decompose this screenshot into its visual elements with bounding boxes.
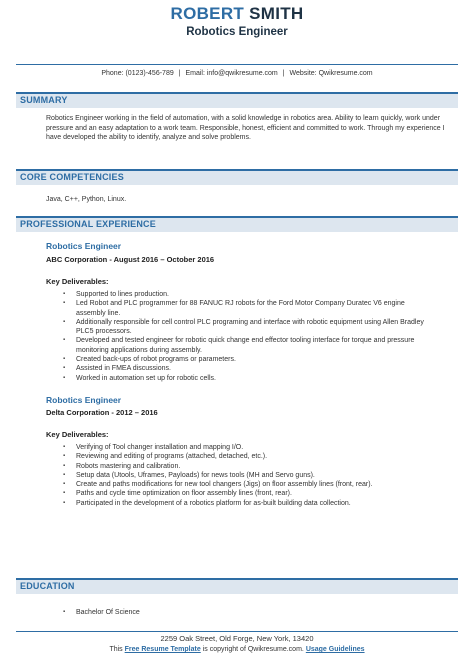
footer-copyright: This Free Resume Template is copyright of Qwikresume.com. Usage Guidelines xyxy=(109,646,365,653)
job-title: Robotics Engineer xyxy=(46,395,122,405)
list-item: ▪ Participated in the development of a robotics platform for as-built building data collection. xyxy=(46,499,426,508)
list-item: ▪ Additionally responsible for cell control PLC programing and interface with robotic equipment using Allen Bradley PLC5 processors. xyxy=(46,318,426,337)
list-item: ▪ Worked in automation set up for robotic cells. xyxy=(46,374,426,383)
education-list xyxy=(46,608,426,617)
last-name: SMITH xyxy=(249,4,304,23)
job-company: ABC Corporation - August 2016 – October 2016 xyxy=(46,255,215,264)
list-item: ▪ Robots mastering and calibration. xyxy=(46,462,426,471)
list-item: ▪ Paths and cycle time optimization on floor assembly lines (front, rear). xyxy=(46,489,426,498)
list-item: ▪ Reviewing and editing of programs (attached, detached, etc.). xyxy=(46,452,426,461)
list-item: ▪ Supported to lines production. xyxy=(46,290,426,299)
summary-heading: SUMMARY xyxy=(20,95,68,105)
list-item: ▪ Verifying of Tool changer installation and mapping I/O. xyxy=(46,443,426,452)
key-deliverables-label: Key Deliverables: xyxy=(46,277,109,286)
first-name: ROBERT xyxy=(170,4,245,23)
list-item: ▪ Developed and tested engineer for robotic quick change end effector tooling interface for torque and pressure monitoring applications during assembly. xyxy=(46,336,426,355)
key-deliverables-label: Key Deliverables: xyxy=(46,430,109,439)
footer-address: 2259 Oak Street, Old Forge, New York, 13420 xyxy=(160,634,314,643)
phone-text: Phone: (0123)-456-789 xyxy=(101,70,174,77)
footer-site: Qwikresume.com xyxy=(247,646,302,653)
contact-separator: | xyxy=(178,70,181,77)
list-item: ▪ Led Robot and PLC programmer for 88 FANUC RJ robots for the Ford Motor Company Duratec V6 engine assembly line. xyxy=(46,299,426,318)
email-text: Email: info@qwikresume.com xyxy=(185,70,278,77)
list-item: ▪ Bachelor Of Science xyxy=(46,608,426,617)
footer-divider xyxy=(16,631,458,632)
footer-middle: is copyright of xyxy=(202,646,246,653)
competencies-text: Java, C++, Python, Linux. xyxy=(46,196,127,203)
deliverables-list xyxy=(46,290,426,383)
experience-heading-band xyxy=(16,216,458,232)
education-heading: EDUCATION xyxy=(20,581,75,591)
contact-divider xyxy=(16,64,458,65)
summary-heading-band xyxy=(16,92,458,108)
list-item: ▪ Setup data (Utools, Uframes, Payloads) for news tools (MH and Servo guns). xyxy=(46,471,426,480)
list-item: ▪ Assisted in FMEA discussions. xyxy=(46,364,426,373)
experience-heading: PROFESSIONAL EXPERIENCE xyxy=(20,219,156,229)
competencies-heading: CORE COMPETENCIES xyxy=(20,172,124,182)
job-role: Robotics Engineer xyxy=(186,26,288,38)
competencies-heading-band xyxy=(16,169,458,185)
summary-text: Robotics Engineer working in the field of automation, with a solid knowledge in robotics area. Ability to learn quickly, work under pressure and an easy adaptation to a work team. Responsible, honest, efficient and committed to work. Through my experience I have developed the ability to identify, analyze and solve problems. xyxy=(46,115,445,142)
contact-info xyxy=(0,70,474,77)
usage-guidelines-link[interactable]: Usage Guidelines xyxy=(305,646,365,653)
list-item: ▪ Created back-ups of robot programs or parameters. xyxy=(46,355,426,364)
candidate-name xyxy=(0,4,474,24)
footer-prefix: This xyxy=(109,646,123,653)
deliverables-list xyxy=(46,443,426,508)
free-resume-template-link[interactable]: Free Resume Template xyxy=(124,646,201,653)
contact-separator: | xyxy=(282,70,285,77)
job-company: Delta Corporation - 2012 – 2016 xyxy=(46,408,158,417)
education-heading-band xyxy=(16,578,458,594)
website-text: Website: Qwikresume.com xyxy=(289,70,373,77)
job-title: Robotics Engineer xyxy=(46,241,122,251)
list-item: ▪ Create and paths modifications for new tool changers (Jigs) on floor assembly lines (front, rear). xyxy=(46,480,426,489)
